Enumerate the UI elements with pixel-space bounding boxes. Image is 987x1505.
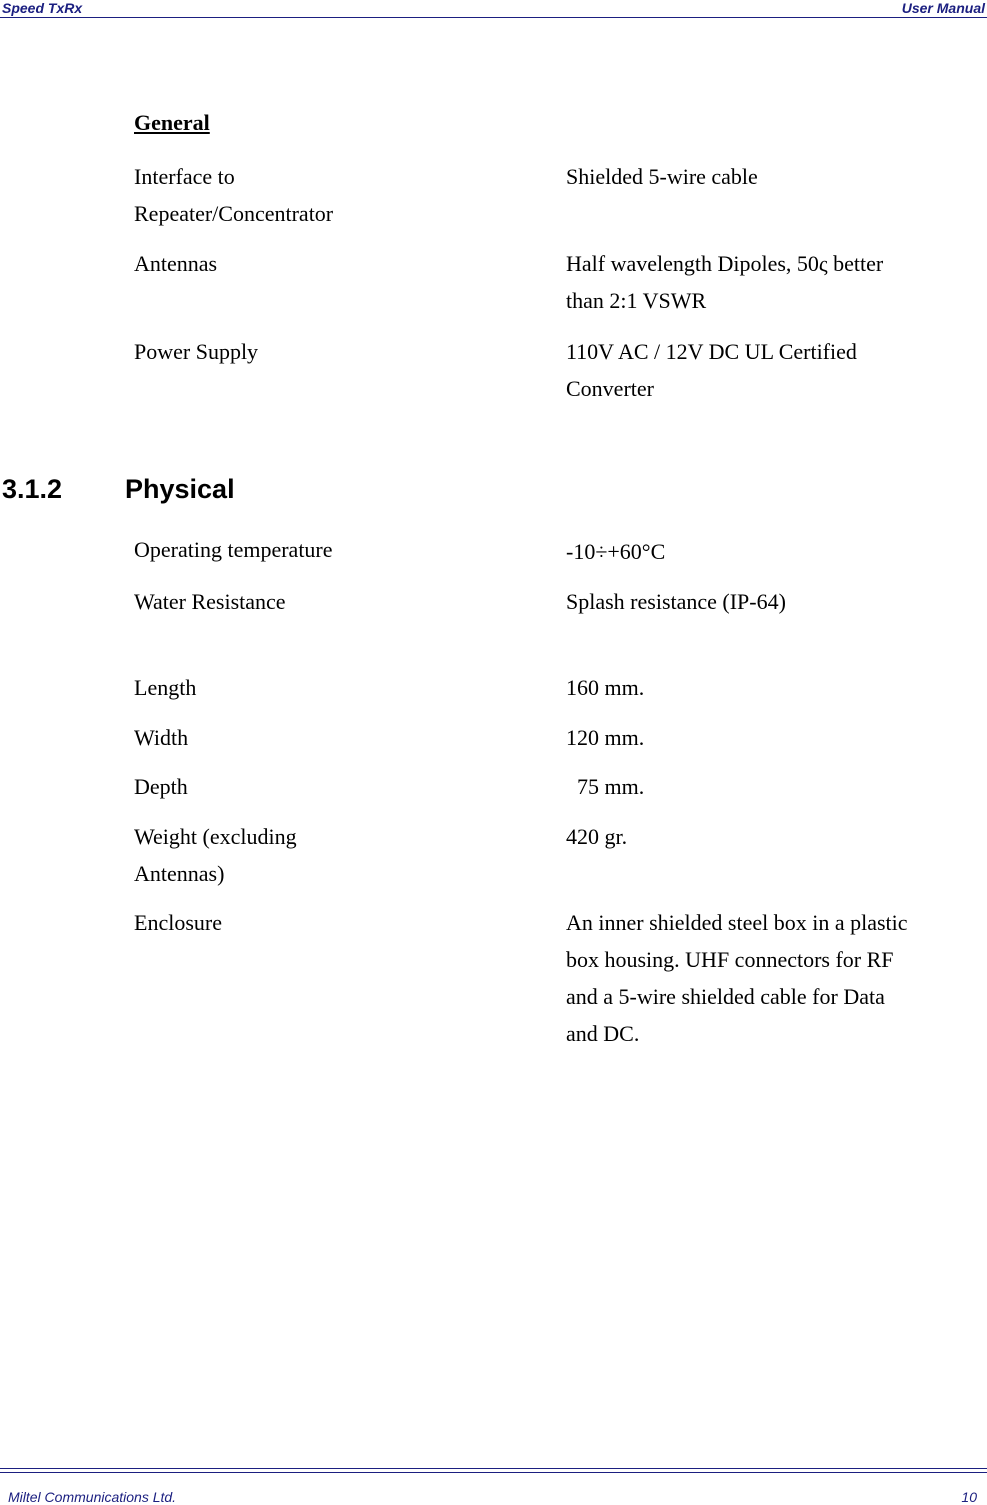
spec-label-depth: Depth <box>134 774 188 799</box>
page-number: 10 <box>961 1489 977 1505</box>
section-title: Physical <box>125 474 235 504</box>
footer-company: Miltel Communications Ltd. <box>8 1489 177 1505</box>
spec-label-power: Power Supply <box>134 339 259 364</box>
spec-label-temperature: Operating temperature <box>134 537 333 562</box>
spec-value-antennas-1: Half wavelength Dipoles, 50ς better <box>566 251 884 276</box>
spec-label-enclosure: Enclosure <box>134 910 222 935</box>
spec-value-water: Splash resistance (IP-64) <box>566 589 786 614</box>
header-doc-title: Speed TxRx <box>2 0 83 16</box>
footer-divider-top <box>0 1468 987 1469</box>
spec-value-width: 120 mm. <box>566 725 645 750</box>
spec-label-water: Water Resistance <box>134 589 286 614</box>
spec-label-interface-2: Repeater/Concentrator <box>134 201 334 226</box>
spec-value-temperature: -10÷+60°C <box>566 539 666 564</box>
page-header <box>0 0 987 18</box>
general-heading: General <box>134 110 210 135</box>
spec-value-enclosure-4: and DC. <box>566 1021 640 1046</box>
spec-label-weight-1: Weight (excluding <box>134 824 297 849</box>
spec-value-power-1: 110V AC / 12V DC UL Certified <box>566 339 857 364</box>
spec-label-width: Width <box>134 725 189 750</box>
spec-label-weight-2: Antennas) <box>134 861 225 886</box>
section-number: 3.1.2 <box>2 474 63 504</box>
spec-value-enclosure-3: and a 5-wire shielded cable for Data <box>566 984 885 1009</box>
footer-divider-bottom <box>0 1472 987 1473</box>
spec-label-antennas: Antennas <box>134 251 218 276</box>
spec-value-power-2: Converter <box>566 376 654 401</box>
spec-value-enclosure-1: An inner shielded steel box in a plastic <box>566 910 908 935</box>
header-divider <box>0 17 987 18</box>
spec-value-interface: Shielded 5-wire cable <box>566 164 758 189</box>
spec-value-enclosure-2: box housing. UHF connectors for RF <box>566 947 894 972</box>
spec-value-length: 160 mm. <box>566 675 645 700</box>
spec-value-antennas-2: than 2:1 VSWR <box>566 288 707 313</box>
spec-label-length: Length <box>134 675 197 700</box>
spec-value-weight: 420 gr. <box>566 824 628 849</box>
spec-value-depth: 75 mm. <box>566 774 645 799</box>
header-manual-label: User Manual <box>901 0 985 16</box>
spec-label-interface-1: Interface to <box>134 164 235 189</box>
